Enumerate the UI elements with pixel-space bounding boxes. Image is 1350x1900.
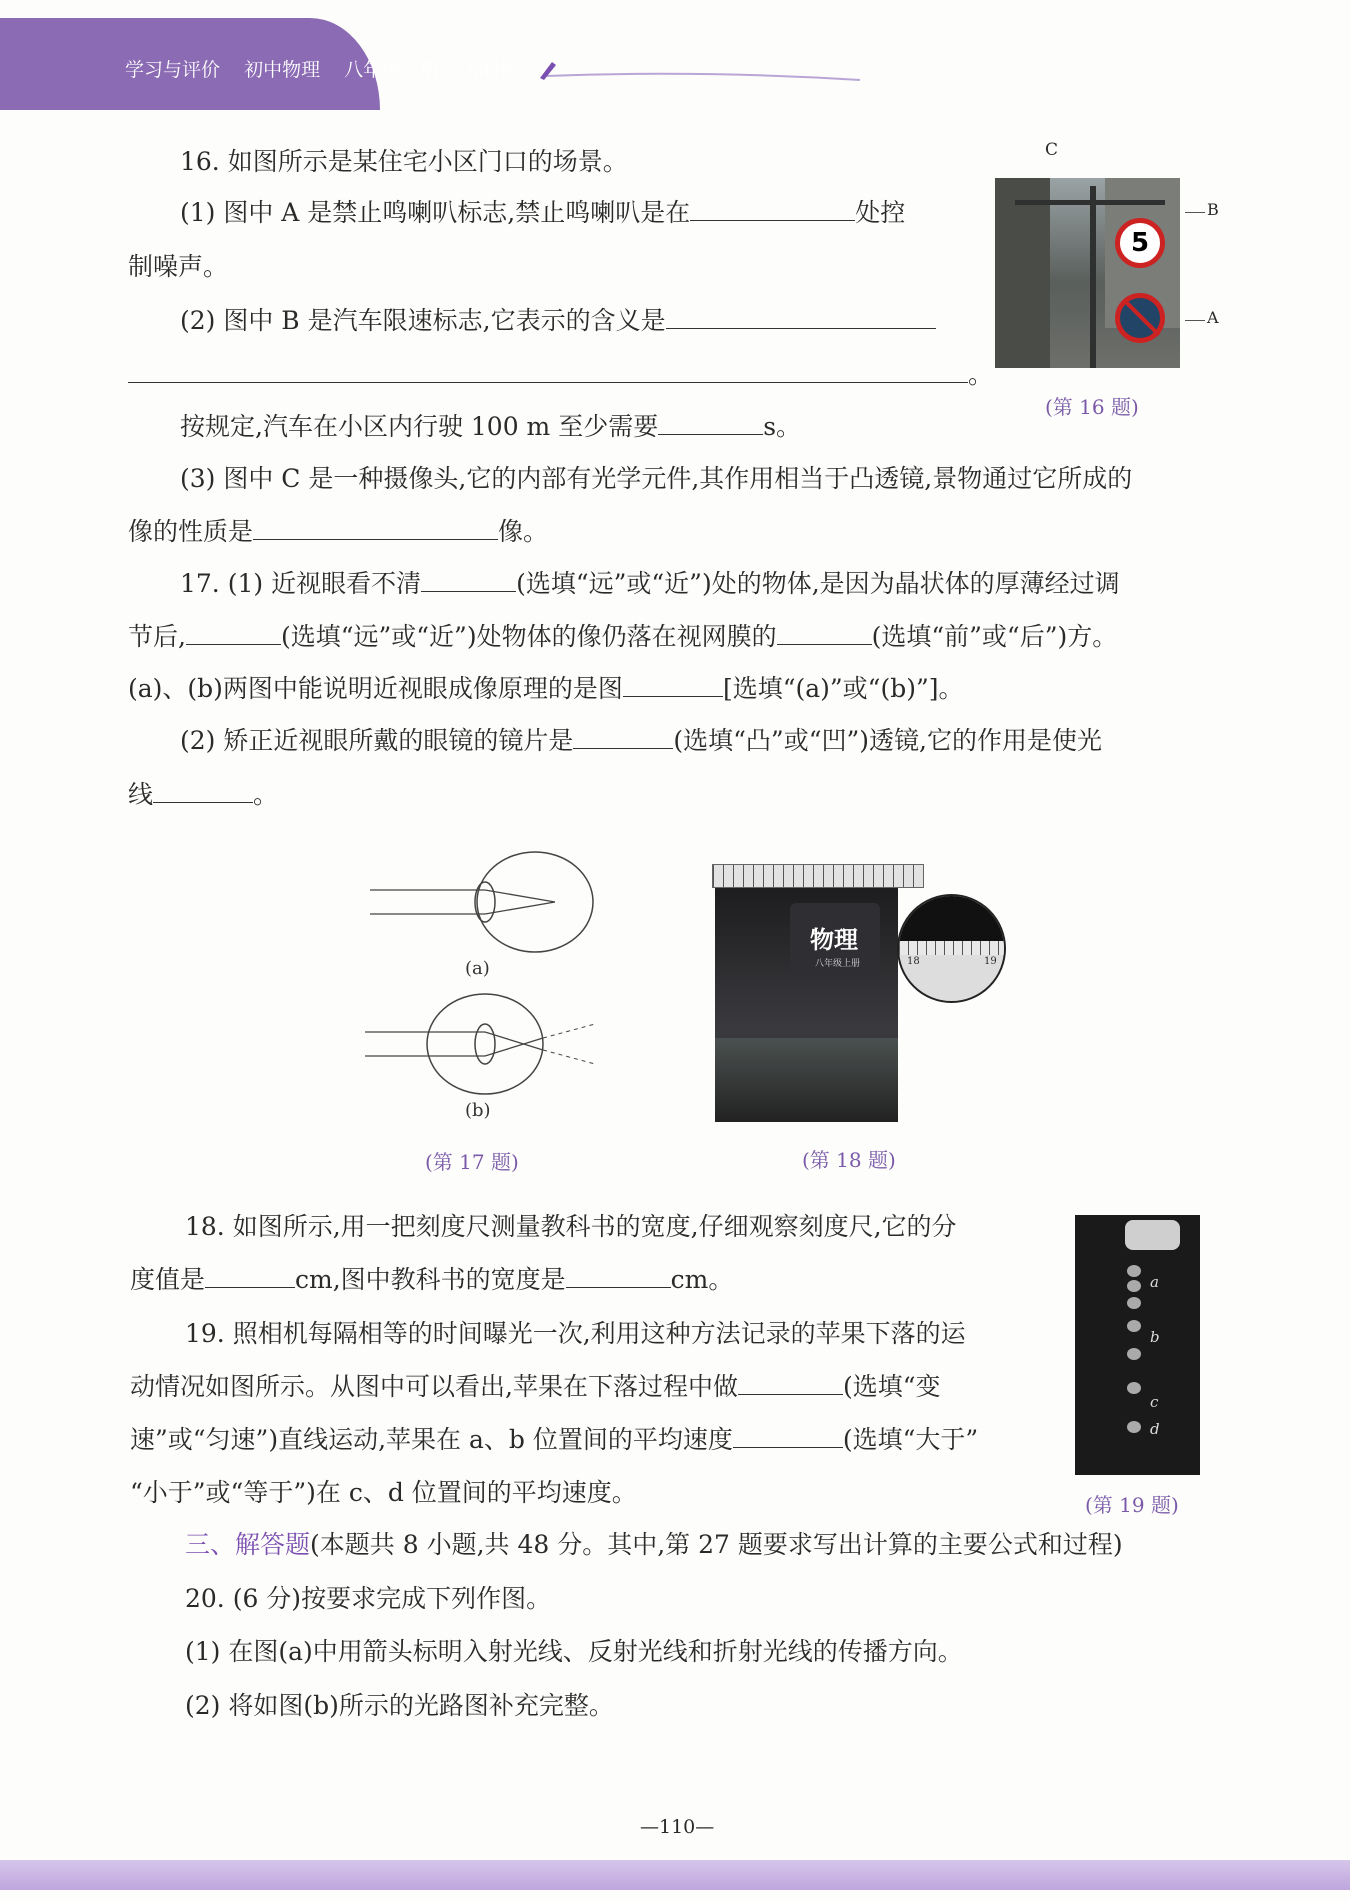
q16-figure bbox=[985, 140, 1225, 375]
magnifier-inset bbox=[897, 894, 1006, 1003]
q17-line3: (a)、(b)两图中能说明近视眼成像原理的是图 [选填“(a)”或“(b)”]。 bbox=[128, 674, 964, 703]
header-grade: 八年级上册 bbox=[344, 59, 440, 81]
textbook-cover bbox=[715, 888, 898, 1122]
ruler bbox=[712, 864, 924, 888]
section3-heading bbox=[185, 1528, 1123, 1562]
q17-fig-a-label: (a) bbox=[465, 958, 490, 979]
q16-blank-3[interactable] bbox=[128, 358, 968, 383]
apple-label-b: b bbox=[1150, 1328, 1160, 1346]
q16-part1-line2: 制噪声。 bbox=[128, 252, 229, 281]
no-horn-sign-icon bbox=[1115, 293, 1165, 343]
header-subject: 初中物理 bbox=[244, 59, 321, 81]
tick-19: 19 bbox=[984, 956, 997, 967]
q17-blank-4[interactable] bbox=[623, 672, 723, 697]
q18-blank-1[interactable] bbox=[205, 1263, 295, 1288]
q18-figure bbox=[712, 864, 1002, 1124]
page-header bbox=[0, 0, 1350, 120]
q16-blank-5[interactable] bbox=[253, 515, 498, 540]
q16-part3-line1: (3) 图中 C 是一种摄像头,它的内部有光学元件,其作用相当于凸透镜,景物通过它所成的 bbox=[180, 464, 1133, 493]
q19-line1: 19. 照相机每隔相等的时间曝光一次,利用这种方法记录的苹果下落的运 bbox=[185, 1319, 966, 1348]
q20-part2: (2) 将如图(b)所示的光路图补充完整。 bbox=[185, 1691, 614, 1720]
q16-part2-line3: 按规定,汽车在小区内行驶 100 m 至少需要 s。 bbox=[180, 412, 802, 441]
q16-photo bbox=[995, 178, 1180, 368]
q17-line2: 节后, (选填“远”或“近”)处物体的像仍落在视网膜的 (选填“前”或“后”)方。 bbox=[128, 622, 1118, 651]
q17-line5: 线 。 bbox=[128, 780, 279, 809]
footer-band bbox=[0, 1860, 1350, 1890]
q17-caption: (第 17 题) bbox=[425, 1150, 519, 1174]
q17-blank-5[interactable] bbox=[573, 724, 673, 749]
pencil-swoosh-icon bbox=[530, 40, 870, 90]
q16-blank-2[interactable] bbox=[666, 304, 936, 329]
q16-blank-4[interactable] bbox=[658, 410, 763, 435]
q17-line1: 17. (1) 近视眼看不清 (选填“远”或“近”)处的物体,是因为晶状体的厚薄经过调 bbox=[180, 569, 1120, 598]
q16-label-c: C bbox=[1045, 140, 1059, 160]
header-edition: 苏科版 bbox=[463, 59, 521, 81]
section3-desc: (本题共 8 小题,共 48 分。其中,第 27 题要求写出计算的主要公式和过程) bbox=[310, 1530, 1123, 1559]
q17-blank-1[interactable] bbox=[421, 567, 516, 592]
q16-stem: 16. 如图所示是某住宅小区门口的场景。 bbox=[180, 147, 628, 176]
q17-blank-3[interactable] bbox=[777, 620, 872, 645]
q16-label-b: B bbox=[1207, 200, 1219, 219]
book-title: 物理 bbox=[810, 926, 858, 954]
q16-label-a: A bbox=[1207, 308, 1219, 327]
page-number: —110— bbox=[640, 1816, 715, 1838]
q19-line3: 速”或“匀速”)直线运动,苹果在 a、b 位置间的平均速度 (选填“大于” bbox=[130, 1425, 979, 1454]
apple-label-c: c bbox=[1150, 1393, 1159, 1411]
q16-caption: (第 16 题) bbox=[1045, 395, 1139, 419]
section3-title: 三、解答题 bbox=[185, 1530, 311, 1559]
q18-caption: (第 18 题) bbox=[802, 1148, 896, 1172]
q19-line4: “小于”或“等于”)在 c、d 位置间的平均速度。 bbox=[130, 1478, 637, 1507]
q18-line1: 18. 如图所示,用一把刻度尺测量教科书的宽度,仔细观察刻度尺,它的分 bbox=[185, 1212, 957, 1241]
q16-part3-line2: 像的性质是 像。 bbox=[128, 517, 549, 546]
hand bbox=[1125, 1220, 1180, 1250]
speed-limit-sign: 5 bbox=[1115, 218, 1165, 268]
apple-label-d: d bbox=[1150, 1420, 1160, 1438]
q16-part2-line2: 。 bbox=[128, 358, 993, 392]
q17-blank-6[interactable] bbox=[153, 778, 253, 803]
header-text bbox=[125, 55, 538, 82]
apple-label-a: a bbox=[1150, 1273, 1159, 1291]
q17-blank-2[interactable] bbox=[186, 620, 281, 645]
q17-fig-b-label: (b) bbox=[465, 1100, 491, 1120]
q16-part2-line1: (2) 图中 B 是汽车限速标志,它表示的含义是 bbox=[180, 304, 936, 338]
q19-line2: 动情况如图所示。从图中可以看出,苹果在下落过程中做 (选填“变 bbox=[130, 1372, 941, 1401]
q17-eye-diagrams bbox=[360, 850, 610, 1120]
q20-part1: (1) 在图(a)中用箭头标明入射光线、反射光线和折射光线的传播方向。 bbox=[185, 1637, 963, 1666]
q18-blank-2[interactable] bbox=[566, 1263, 671, 1288]
q18-line2: 度值是 cm,图中教科书的宽度是 cm。 bbox=[130, 1265, 734, 1294]
q19-photo bbox=[1075, 1215, 1200, 1475]
eye-diagram-a bbox=[370, 852, 593, 952]
q19-caption: (第 19 题) bbox=[1085, 1493, 1179, 1517]
q16-blank-1[interactable] bbox=[690, 196, 855, 221]
q19-blank-1[interactable] bbox=[738, 1370, 843, 1395]
eye-diagram-b bbox=[365, 994, 595, 1094]
q20-stem: 20. (6 分)按要求完成下列作图。 bbox=[185, 1584, 552, 1613]
q19-blank-2[interactable] bbox=[733, 1423, 843, 1448]
book-subtitle: 八年级上册 bbox=[815, 959, 861, 969]
header-series: 学习与评价 bbox=[125, 59, 221, 81]
q16-part1-line1: (1) 图中 A 是禁止鸣喇叭标志,禁止鸣喇叭是在 处控 bbox=[180, 198, 906, 227]
q17-line4: (2) 矫正近视眼所戴的眼镜的镜片是 (选填“凸”或“凹”)透镜,它的作用是使光 bbox=[180, 726, 1102, 755]
tick-18: 18 bbox=[907, 956, 920, 967]
